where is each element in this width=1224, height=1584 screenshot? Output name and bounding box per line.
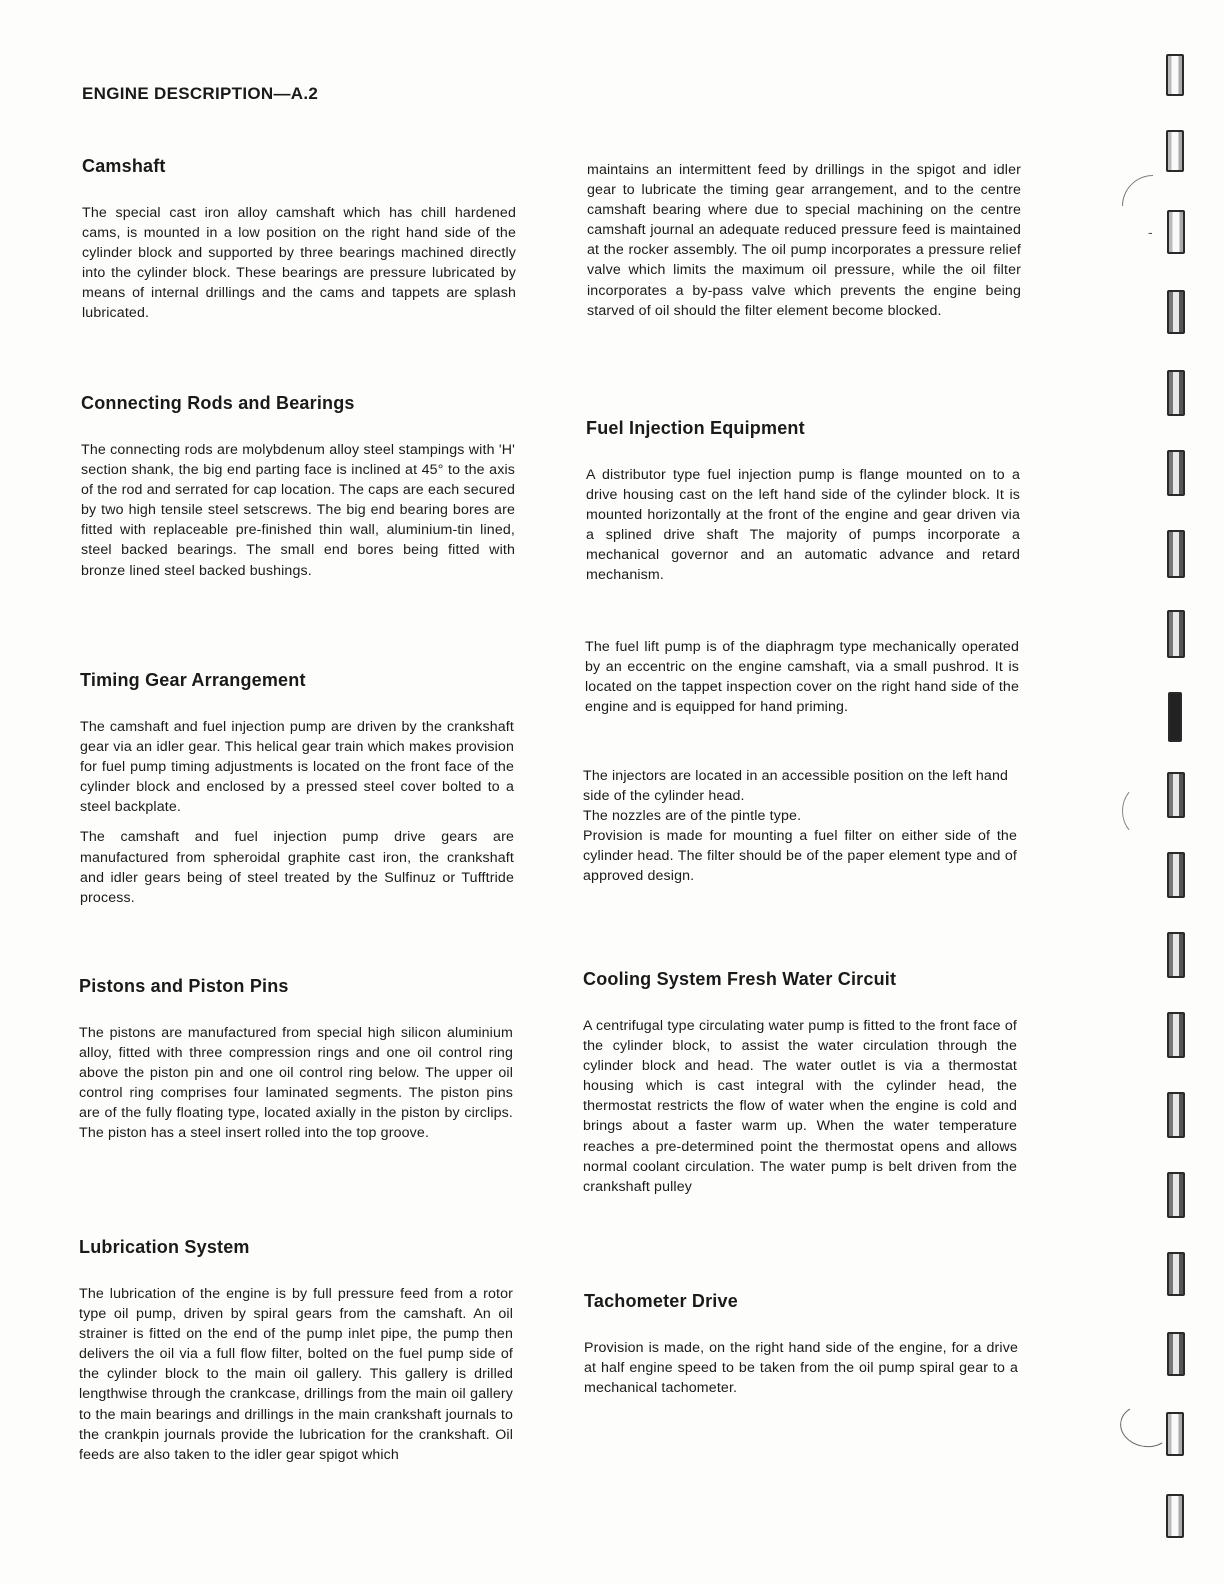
binder-hole	[1167, 610, 1185, 658]
section-cooling	[583, 969, 1017, 1197]
text-fuel-injection-1: A distributor type fuel injection pump is flange mounted on to a drive housing cast on the left hand side of the cylinder block. It is mounted horizontally at the front of the engine and gear driven via a splined drive shaft The majority of pumps incorporate a mechanical governor and an automatic advance and retard mechanism.	[586, 467, 1020, 584]
heading-lubrication: Lubrication System	[79, 1237, 250, 1257]
heading-camshaft: Camshaft	[82, 156, 166, 176]
text-lubrication: The lubrication of the engine is by full pressure feed from a rotor type oil pump, driven by spiral gears from the camshaft. An oil strainer is fitted on the end of the pump inlet pipe, the pump then delivers the oil via a full flow filter, bolted on the fuel pump side of the cylinder block to the main oil gallery. This gallery is drilled lengthwise through the crankcase, drillings from the main oil gallery to the main bearings and drillings in the main crankshaft journals to the crankpin journals provide the lubrication for the crankshaft. Oil feeds are also taken to the idler gear spigot which	[79, 1286, 513, 1463]
heading-tachometer: Tachometer Drive	[584, 1291, 738, 1311]
text-injectors-location: The injectors are located in an accessible position on the left hand side of the cylinder head.	[583, 768, 1009, 805]
text-lubrication-continued: maintains an intermittent feed by drillings in the spigot and idler gear to lubricate the timing gear arrangement, and to the centre camshaft bearing where due to special machining on the centre camshaft journal an adequate reduced pressure feed is maintained at the rocker assembly. The oil pump incorporates a pressure relief valve which limits the maximum oil pressure, while the oil filter incorporates a by-pass valve which prevents the engine being starved of oil should the filter element become blocked.	[587, 162, 1021, 319]
section-lubrication	[79, 1237, 513, 1465]
text-fuel-injection-2: The fuel lift pump is of the diaphragm type mechanically operated by an eccentric on the engine camshaft, via a small pushrod. It is located on the tappet inspection cover on the right hand side of the engine and is equipped for hand priming.	[585, 639, 1019, 716]
binder-hole	[1167, 1252, 1185, 1296]
text-camshaft: The special cast iron alloy camshaft which has chill hardened cams, is mounted in a low position on the right hand side of the cylinder block and supported by three bearings machined directly into the cylinder block. These bearings are pressure lubricated by means of internal drillings and the cams and tappets are splash lubricated.	[82, 205, 516, 322]
text-cooling: A centrifugal type circulating water pump is fitted to the front face of the cylinder block, to assist the water circulation through the cylinder block and head. The water outlet is via a thermostat housing which is cast integral with the cylinder head, the thermostat restricts the flow of water when the engine is cold and brings about a faster warm up. When the water temperature reaches a pre-determined point the thermostat opens and allows normal coolant circulation. The water pump is belt driven from the crankshaft pulley	[583, 1018, 1017, 1195]
text-pistons: The pistons are manufactured from special high silicon aluminium alloy, fitted with three compression rings and one oil control ring above the piston pin and one oil control ring below. The upper oil control ring comprises four laminated segments. The piston pins are of the fully floating type, located axially in the piston by circlips. The piston has a steel insert rolled into the top groove.	[79, 1025, 513, 1142]
text-connecting-rods: The connecting rods are molybdenum alloy steel stampings with 'H' section shank, the big end parting face is inclined at 45° to the axis of the rod and serrated for cap location. The caps are each secured by two high tensile steel setscrews. The big end bearing bores are fitted with replaceable pre-finished thin wall, aluminium-tin lined, steel backed bearings. The small end bores being fitted with bronze lined steel backed bushings.	[81, 442, 515, 579]
binder-hole	[1167, 772, 1185, 818]
heading-timing-gear: Timing Gear Arrangement	[80, 670, 306, 690]
binder-hole	[1167, 370, 1185, 416]
section-fuel-lift-pump	[585, 637, 1019, 717]
binder-hole	[1167, 1172, 1185, 1218]
binder-hole	[1167, 450, 1185, 496]
text-timing-gear-2: The camshaft and fuel injection pump drive gears are manufactured from spheroidal graphite cast iron, the crankshaft and idler gears being of steel treated by the Sulfinuz or Tufftride process.	[80, 829, 514, 906]
binder-hole	[1167, 290, 1185, 334]
page-title: ENGINE DESCRIPTION—A.2	[82, 84, 319, 103]
binder-hole	[1167, 932, 1185, 978]
binder-hole	[1167, 852, 1185, 898]
section-timing-gear	[80, 670, 514, 908]
binder-hole	[1166, 1494, 1184, 1538]
section-pistons	[79, 976, 513, 1144]
heading-connecting-rods: Connecting Rods and Bearings	[81, 393, 355, 413]
text-fuel-filter: Provision is made for mounting a fuel filter on either side of the cylinder head. The filter should be of the paper element type and of approved design.	[583, 828, 1017, 885]
binder-hole	[1166, 54, 1184, 96]
heading-fuel-injection: Fuel Injection Equipment	[586, 418, 805, 438]
binder-hole	[1168, 692, 1182, 742]
text-timing-gear-1: The camshaft and fuel injection pump are driven by the crankshaft gear via an idler gear. This helical gear train which makes provision for fuel pump timing adjustments is located on the front face of the cylinder block and enclosed by a pressed steel cover bolted to a steel backplate.	[80, 719, 514, 816]
binder-hole	[1167, 1012, 1185, 1058]
section-tachometer	[584, 1291, 1018, 1398]
section-injectors	[583, 766, 1017, 887]
binder-hole	[1167, 1332, 1185, 1376]
section-connecting-rods	[81, 393, 515, 581]
heading-cooling: Cooling System Fresh Water Circuit	[583, 969, 897, 989]
section-camshaft	[82, 156, 516, 324]
scan-mark	[1122, 785, 1164, 837]
binder-hole	[1167, 530, 1185, 578]
text-nozzles: The nozzles are of the pintle type.	[583, 808, 802, 825]
binder-hole	[1167, 1092, 1185, 1138]
section-fuel-injection	[586, 418, 1020, 586]
text-tachometer: Provision is made, on the right hand side of the engine, for a drive at half engine speed to be taken from the oil pump spiral gear to a mechanical tachometer.	[584, 1340, 1018, 1397]
section-lubrication-continued	[587, 160, 1021, 321]
heading-pistons: Pistons and Piston Pins	[79, 976, 289, 996]
scan-dash: -	[1148, 224, 1153, 240]
binder-hole	[1166, 130, 1184, 172]
